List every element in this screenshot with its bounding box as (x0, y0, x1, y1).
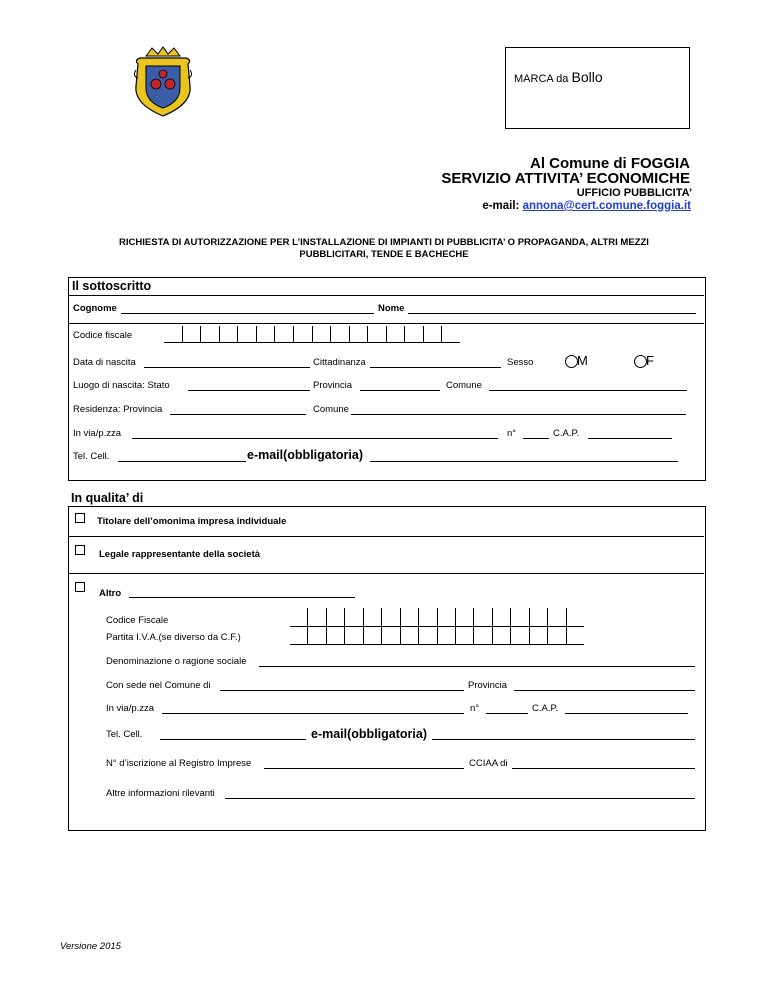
sede-label: Con sede nel Comune di (106, 680, 211, 691)
recipient-line3: UFFICIO PUBBLICITA’ (576, 187, 692, 199)
via-label: In via/p.zza (73, 428, 122, 439)
qualita-tel-label: Tel. Cell. (106, 729, 143, 740)
qualita-numero-label: n° (470, 703, 480, 714)
sottoscritto-heading: Il sottoscritto (72, 279, 152, 293)
sex-f-label: F (646, 353, 654, 368)
version-footer: Versione 2015 (60, 941, 121, 952)
altro-field[interactable] (129, 597, 355, 598)
numero-field[interactable] (523, 438, 549, 439)
qualita-cap-field[interactable] (565, 713, 688, 714)
luogo-stato-field[interactable] (188, 390, 310, 391)
sottoscritto-header-bar (68, 277, 704, 296)
residenza-provincia-field[interactable] (170, 414, 306, 415)
cognome-field[interactable] (121, 313, 374, 314)
codice-fiscale-cells[interactable] (164, 326, 460, 342)
form-title-line2: PUBBLICITARI, TENDE E BACHECHE (299, 249, 469, 260)
qualita-email-label: e-mail(obbligatoria) (311, 727, 427, 741)
nome-label: Nome (378, 303, 405, 314)
cap-label: C.A.P. (553, 428, 580, 439)
sex-m-label: M (577, 353, 588, 368)
luogo-stato-label: Luogo di nascita: Stato (73, 380, 170, 391)
qualita-numero-field[interactable] (486, 713, 528, 714)
tel-label: Tel. Cell. (73, 451, 110, 462)
qualita-email-field[interactable] (432, 739, 695, 740)
cittadinanza-label: Cittadinanza (313, 357, 366, 368)
comune-field[interactable] (489, 390, 687, 391)
denominazione-field[interactable] (259, 666, 695, 667)
provincia-label: Provincia (313, 380, 353, 391)
coat-of-arms-logo (132, 46, 194, 118)
opt-legale-label: Legale rappresentante della società (99, 549, 261, 560)
data-nascita-field[interactable] (144, 367, 310, 368)
cittadinanza-field[interactable] (370, 367, 501, 368)
nome-field[interactable] (408, 313, 696, 314)
recipient-line2: SERVIZIO ATTIVITA’ ECONOMICHE (441, 170, 690, 187)
partita-iva-cells[interactable] (290, 627, 584, 644)
qualita-tel-field[interactable] (160, 739, 306, 740)
denominazione-label: Denominazione o ragione sociale (106, 656, 247, 667)
stamp-label (514, 69, 603, 85)
qualita-via-label: In via/p.zza (106, 703, 155, 714)
divider (68, 573, 704, 574)
sesso-label: Sesso (507, 357, 534, 368)
opt-altro-label: Altro (99, 588, 122, 599)
tel-field[interactable] (118, 461, 246, 462)
partita-iva-label: Partita I.V.A.(se diverso da C.F.) (106, 632, 241, 643)
altre-info-field[interactable] (225, 798, 695, 799)
email-link[interactable]: annona@cert.comune.foggia.it (522, 200, 691, 212)
qualita-heading: In qualita’ di (71, 491, 144, 505)
stamp-label-big: Bollo (571, 69, 603, 85)
registro-label: N° d’iscrizione al Registro Imprese (106, 758, 252, 769)
qualita-cap-label: C.A.P. (532, 703, 559, 714)
qualita-provincia-field[interactable] (514, 690, 695, 691)
data-nascita-label: Data di nascita (73, 357, 136, 368)
registro-field[interactable] (264, 768, 464, 769)
email-field[interactable] (370, 461, 678, 462)
recipient-email-line (482, 200, 691, 212)
qualita-cf-label: Codice Fiscale (106, 615, 169, 626)
opt-altro-checkbox[interactable] (75, 582, 85, 592)
provincia-field[interactable] (360, 390, 440, 391)
codice-fiscale-label: Codice fiscale (73, 330, 133, 341)
form-title-line1: RICHIESTA DI AUTORIZZAZIONE PER L’INSTALLAZIONE DI IMPIANTI DI PUBBLICITA’ O PROPAGANDA, ALTRI MEZZI (119, 237, 649, 248)
recipient-line1: Al Comune di FOGGIA (530, 155, 690, 172)
opt-titolare-checkbox[interactable] (75, 513, 85, 523)
numero-label: n° (507, 428, 517, 439)
divider (68, 536, 704, 537)
residenza-comune-field[interactable] (351, 414, 686, 415)
email-label: e-mail(obbligatoria) (247, 448, 363, 462)
qualita-cf-cells[interactable] (290, 608, 584, 626)
divider (68, 323, 704, 324)
opt-titolare-label: Titolare dell’omonima impresa individuale (97, 516, 287, 527)
qualita-via-field[interactable] (162, 713, 464, 714)
cciaa-field[interactable] (512, 768, 695, 769)
email-label: e-mail: (482, 200, 520, 212)
cap-field[interactable] (588, 438, 672, 439)
residenza-provincia-label: Residenza: Provincia (73, 404, 163, 415)
residenza-comune-label: Comune (313, 404, 349, 415)
cognome-label: Cognome (73, 303, 117, 314)
stamp-label-small: MARCA da (514, 73, 569, 85)
altre-info-label: Altre informazioni rilevanti (106, 788, 215, 799)
stamp-box (505, 47, 690, 129)
comune-label: Comune (446, 380, 482, 391)
cciaa-label: CCIAA di (469, 758, 508, 769)
qualita-provincia-label: Provincia (468, 680, 508, 691)
opt-legale-checkbox[interactable] (75, 545, 85, 555)
sede-field[interactable] (220, 690, 464, 691)
via-field[interactable] (132, 438, 498, 439)
